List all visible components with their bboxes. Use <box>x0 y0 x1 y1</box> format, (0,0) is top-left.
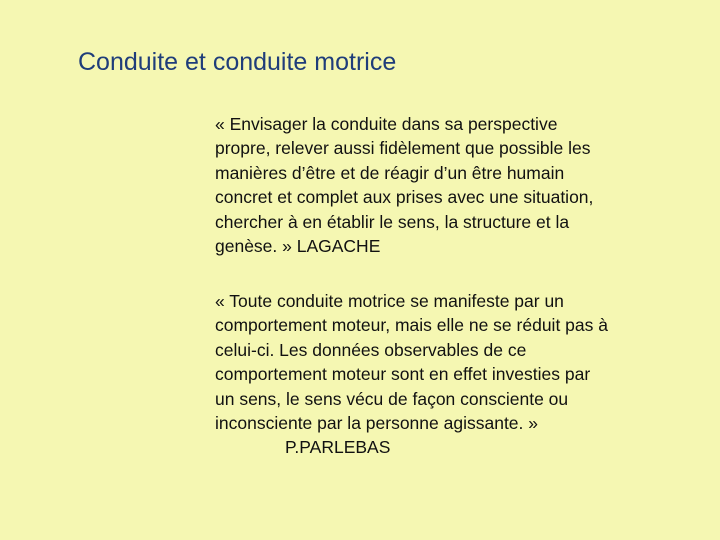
quote-line: un sens, le sens vécu de façon consciente ou <box>215 388 569 409</box>
quote-line: comportement moteur, mais elle ne se réduit pas à <box>215 315 608 336</box>
quote-line: genèse. » LAGACHE <box>215 236 381 257</box>
quote-line: inconsciente par la personne agissante. » <box>215 413 538 434</box>
parlebas-quote <box>215 289 685 460</box>
quote-line: propre, relever aussi fidèlement que possible les <box>215 138 591 159</box>
quote-line: chercher à en établir le sens, la structure et la <box>215 211 570 232</box>
quote-line: concret et complet aux prises avec une situation, <box>215 187 594 208</box>
quote-line: « Envisager la conduite dans sa perspective <box>215 114 558 134</box>
quote-line: manières d’être et de réagir d’un être humain <box>215 162 565 183</box>
quote-line: celui-ci. Les données observables de ce <box>215 339 527 360</box>
slide-title: Conduite et conduite motrice <box>78 48 397 76</box>
quote-line: comportement moteur sont en effet investies par <box>215 364 591 385</box>
quote-line: « Toute conduite motrice se manifeste par un <box>215 291 564 311</box>
lagache-quote <box>215 112 685 258</box>
quote-attribution: P.PARLEBAS <box>285 437 391 458</box>
